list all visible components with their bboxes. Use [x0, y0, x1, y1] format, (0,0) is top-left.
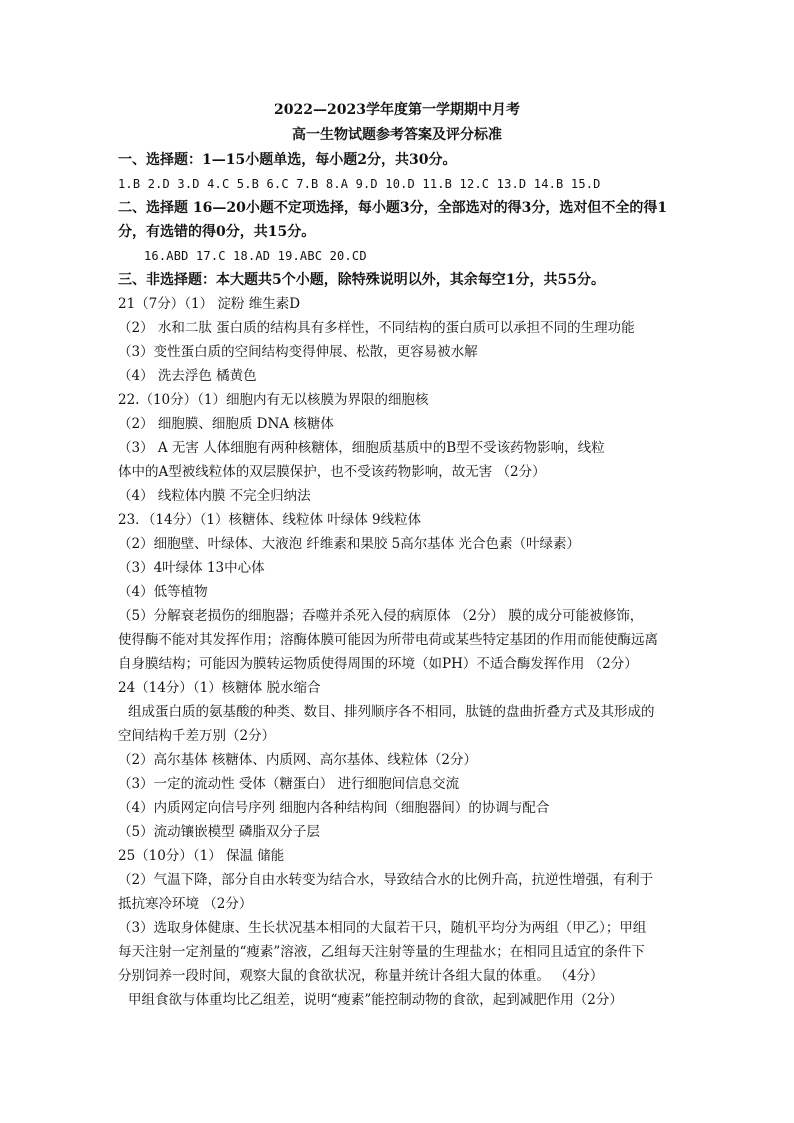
answer-line: 空间结构千差万别（2分） [118, 728, 276, 744]
answer-line: （3）选取身体健康、生长状况基本相同的大鼠若干只，随机平均分为两组（甲乙）；甲组 [118, 920, 647, 936]
answer-line: （2）气温下降，部分自由水转变为结合水，导致结合水的比例升高，抗逆性增强，有利于 [118, 872, 654, 888]
answer-line: 分别饲养一段时间，观察大鼠的食欲状况，称量并统计各组大鼠的体重。 （4分） [118, 968, 604, 984]
answer-line: （3）一定的流动性 受体（糖蛋白） 进行细胞间信息交流 [118, 776, 460, 792]
answer-line: 16.ABD 17.C 18.AD 19.ABC 20.CD [144, 249, 367, 263]
section-heading: 三、非选择题：本大题共5个小题，除特殊说明以外，其余每空1分，共55分。 [118, 272, 605, 288]
answer-line: （4）内质网定向信号序列 细胞内各种结构间（细胞器间）的协调与配合 [118, 800, 550, 816]
answer-line: 21（7分）（1） 淀粉 维生素D [118, 296, 301, 312]
answer-line: 25（10分）（1） 保温 储能 [118, 848, 285, 864]
answer-line: （4） 线粒体内膜 不完全归纳法 [118, 488, 311, 504]
answer-line: 使得酶不能对其发挥作用；溶酶体膜可能因为所带电荷或某些特定基团的作用而能使酶远离 [118, 632, 658, 648]
answer-line: （3）4叶绿体 13中心体 [118, 560, 265, 576]
answer-line: （3） A 无害 人体细胞有两种核糖体，细胞质基质中的B型不受该药物影响，线粒 [118, 440, 605, 456]
section-heading: 二、选择题 16—20小题不定项选择，每小题3分，全部选对的得3分，选对但不全的得1 [118, 200, 668, 216]
answer-line: 每天注射一定剂量的“瘦素”溶液，乙组每天注射等量的生理盐水；在相同且适宜的条件下 [118, 944, 645, 960]
document-subtitle: 高一生物试题参考答案及评分标准 [292, 127, 502, 143]
answer-line: （5）流动镶嵌模型 磷脂双分子层 [118, 824, 320, 840]
answer-line: （2）高尔基体 核糖体、内质网、高尔基体、线粒体（2分） [118, 752, 477, 768]
answer-line: 自身膜结构；可能因为膜转运物质使得周围的环境（如PH）不适合酶发挥作用 （2分） [118, 656, 638, 672]
answer-line: 组成蛋白质的氨基酸的种类、数目、排列顺序各不相同，肽链的盘曲折叠方式及其形成的 [128, 704, 655, 720]
answer-line: （2） 水和二肽 蛋白质的结构具有多样性，不同结构的蛋白质可以承担不同的生理功能 [118, 320, 635, 336]
answer-line: （4） 洗去浮色 橘黄色 [118, 368, 257, 384]
answer-line: 甲组食欲与体重均比乙组差，说明“瘦素”能控制动物的食欲，起到减肥作用（2分） [128, 992, 623, 1008]
answer-line: 23．（14分）（1）核糖体、线粒体 叶绿体 9线粒体 [118, 512, 422, 528]
answer-line: 体中的A型被线粒体的双层膜保护，也不受该药物影响，故无害 （2分） [118, 464, 546, 480]
answer-line: （4）低等植物 [118, 584, 208, 600]
answer-line: （2）细胞壁、叶绿体、大液泡 纤维素和果胶 5高尔基体 光合色素（叶绿素） [118, 536, 581, 552]
section-heading: 分，有选错的得0分，共15分。 [118, 224, 316, 240]
answer-line: （2） 细胞膜、细胞质 DNA 核糖体 [118, 416, 334, 432]
answer-line: 22.（10分）（1）细胞内有无以核膜为界限的细胞核 [118, 392, 429, 408]
answer-line: 抵抗寒冷环境 （2分） [118, 896, 253, 912]
document-title: 2022—2023学年度第一学期期中月考 [274, 102, 520, 118]
answer-line: （3）变性蛋白质的空间结构变得伸展、松散，更容易被水解 [118, 344, 478, 360]
answer-line: （5）分解衰老损伤的细胞器；吞噬并杀死入侵的病原体 （2分） 膜的成分可能被修饰， [118, 608, 644, 624]
answer-line: 24（14分）（1）核糖体 脱水缩合 [118, 680, 321, 696]
answer-line: 1.B 2.D 3.D 4.C 5.B 6.C 7.B 8.A 9.D 10.D 11.B 12.C 13.D 14.B 15.D [118, 177, 601, 191]
section-heading: 一、选择题：1—15小题单选，每小题2分，共30分。 [118, 152, 457, 168]
